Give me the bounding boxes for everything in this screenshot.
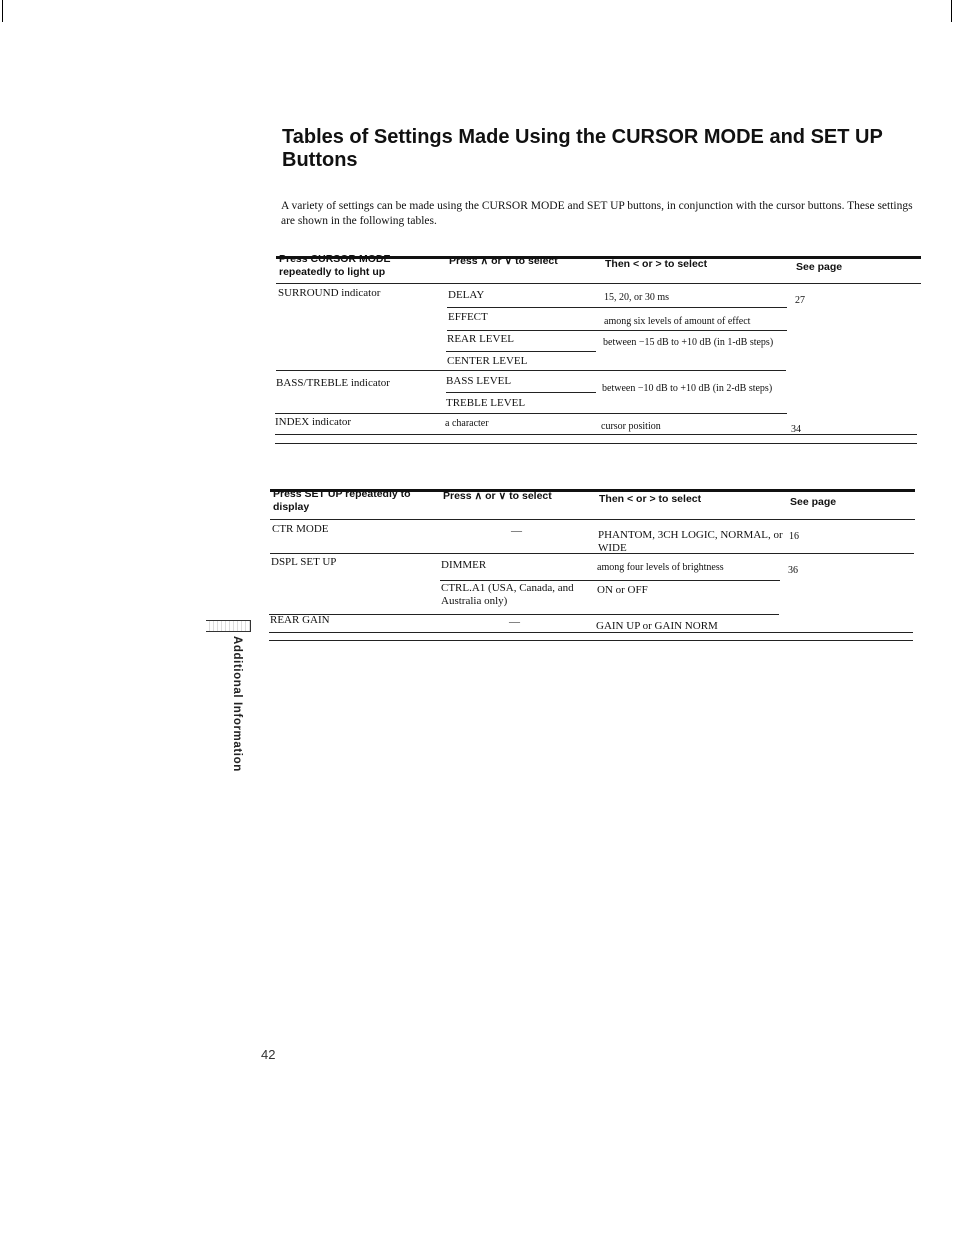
row-rule bbox=[269, 614, 779, 615]
row-rule bbox=[447, 330, 787, 331]
header-rule bbox=[270, 519, 915, 520]
crop-mark-right bbox=[951, 0, 952, 22]
header-then-left-right: Then < or > to select bbox=[599, 493, 702, 505]
table-row-display: REAR GAIN bbox=[270, 614, 330, 626]
row-rule bbox=[446, 351, 596, 352]
table-row-item: — bbox=[511, 525, 522, 537]
table-row-value: cursor position bbox=[601, 421, 661, 432]
table-row-indicator: SURROUND indicator bbox=[278, 287, 381, 299]
table-row-value: 15, 20, or 30 ms bbox=[604, 292, 669, 303]
row-rule bbox=[270, 553, 914, 554]
table-row-value: GAIN UP or GAIN NORM bbox=[596, 620, 718, 632]
row-rule bbox=[275, 434, 917, 435]
header-press-up-down: Press ∧ or ∨ to select bbox=[449, 255, 558, 267]
table-row-indicator: BASS/TREBLE indicator bbox=[276, 377, 390, 389]
table-row-page: 27 bbox=[795, 295, 805, 306]
row-rule bbox=[447, 307, 787, 308]
header-rule bbox=[276, 283, 921, 284]
header-then-left-right: Then < or > to select bbox=[605, 258, 708, 270]
row-rule bbox=[440, 580, 780, 581]
header-press-set-up: Press SET UP repeatedly to display bbox=[273, 488, 411, 513]
table-row-indicator: INDEX indicator bbox=[275, 416, 352, 428]
table-row-item: DIMMER bbox=[441, 559, 487, 571]
row-rule bbox=[276, 370, 786, 371]
section-sidebar-label: Additional Information bbox=[231, 636, 243, 772]
header-press-up-down: Press ∧ or ∨ to select bbox=[443, 490, 552, 502]
table-row-item: — bbox=[509, 616, 520, 628]
crop-mark-left bbox=[2, 0, 3, 22]
table-bottom-rule bbox=[269, 640, 913, 641]
table-row-item: TREBLE LEVEL bbox=[446, 397, 526, 409]
table-row-value: between −10 dB to +10 dB (in 2-dB steps) bbox=[602, 383, 773, 394]
table-row-value: between −15 dB to +10 dB (in 1-dB steps) bbox=[603, 337, 774, 348]
table-row-item: EFFECT bbox=[448, 311, 488, 323]
table-row-item: CTRL.A1 (USA, Canada, and Australia only) bbox=[441, 582, 574, 607]
table-row-value: PHANTOM, 3CH LOGIC, NORMAL, or WIDE bbox=[598, 529, 783, 554]
header-see-page: See page bbox=[790, 496, 837, 508]
table-row-display: DSPL SET UP bbox=[271, 556, 337, 568]
table-row-value: ON or OFF bbox=[597, 584, 648, 596]
table-row-display: CTR MODE bbox=[272, 523, 329, 535]
table-row-item: CENTER LEVEL bbox=[447, 355, 528, 367]
row-rule bbox=[269, 632, 913, 633]
table-row-page: 16 bbox=[789, 531, 799, 542]
table-row-value: among four levels of brightness bbox=[597, 562, 724, 573]
table-bottom-rule bbox=[275, 443, 917, 444]
page-number: 42 bbox=[261, 1047, 276, 1062]
table-row-item: BASS LEVEL bbox=[446, 375, 512, 387]
page-title: Tables of Settings Made Using the CURSOR MODE and SET UP Buttons bbox=[282, 126, 883, 171]
table-row-item: a character bbox=[445, 418, 489, 429]
row-rule bbox=[275, 413, 787, 414]
intro-paragraph: A variety of settings can be made using the CURSOR MODE and SET UP buttons, in conjunction with the cursor buttons. These settings are shown in the following tables. bbox=[281, 200, 913, 227]
table-row-value: among six levels of amount of effect bbox=[604, 316, 751, 327]
section-tab-marker bbox=[206, 620, 251, 632]
table-row-item: REAR LEVEL bbox=[447, 333, 514, 345]
table-row-page: 34 bbox=[791, 424, 801, 435]
table-row-item: DELAY bbox=[448, 289, 485, 301]
table-row-page: 36 bbox=[788, 565, 798, 576]
row-rule bbox=[446, 392, 596, 393]
header-press-cursor-mode: Press CURSOR MODE repeatedly to light up bbox=[279, 253, 391, 278]
header-see-page: See page bbox=[796, 261, 843, 273]
